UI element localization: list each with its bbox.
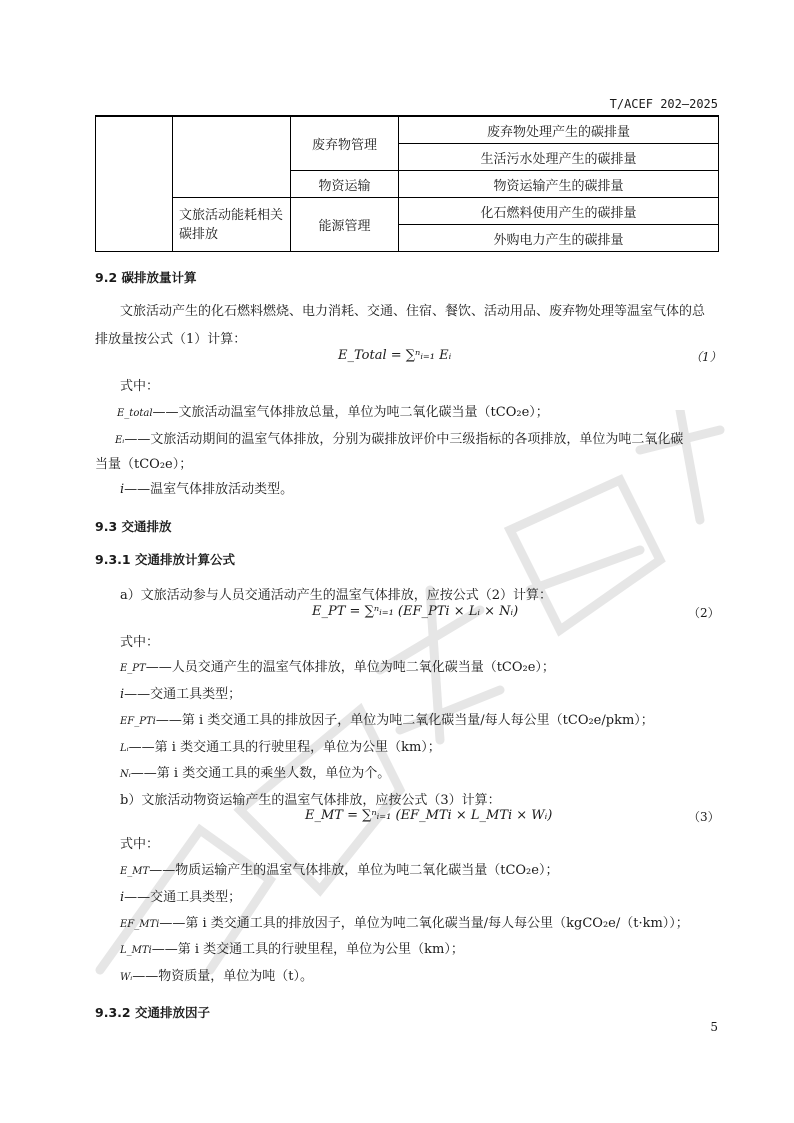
symbol: EF_PTi (120, 716, 156, 727)
paragraph-line: 排放量按公式（1）计算： (95, 332, 247, 347)
document-number: T/ACEF 202—2025 (609, 97, 718, 111)
symbol: E_total (117, 408, 153, 419)
definition (120, 478, 293, 497)
symbol: E_PT (120, 663, 146, 674)
definition-text: 当量（tCO₂e）； (95, 457, 193, 472)
definition (120, 938, 464, 957)
paragraph-line: b）文旅活动物资运输产生的温室气体排放，应按公式（3）计算： (120, 793, 501, 808)
paragraph-line: 文旅活动产生的化石燃料燃烧、电力消耗、交通、住宿、餐饮、活动用品、废弃物处理等温室气体的总 (120, 304, 706, 319)
definition (120, 965, 313, 984)
equation-number: （2） (688, 606, 720, 620)
definition-text: ——人员交通产生的温室气体排放，单位为吨二氧化碳当量（tCO₂e）； (145, 660, 555, 675)
table-cell: 生活污水处理产生的碳排量 (399, 144, 719, 171)
formula-3: E_MT = ∑ⁿᵢ₌₁ (EF_MTi × L_MTi × Wᵢ) (305, 808, 553, 823)
definition-text: ——交通工具类型； (124, 687, 242, 702)
symbol: Lᵢ (120, 743, 129, 754)
definition (120, 736, 441, 755)
table-row (96, 117, 719, 144)
equation-number: （3） (688, 810, 720, 824)
definition-text: ——第 i 类交通工具的排放因子，单位为吨二氧化碳当量/每人每公里（tCO₂e/pkm）； (155, 713, 654, 728)
paragraph-line: a）文旅活动参与人员交通活动产生的温室气体排放，应按公式（2）计算： (120, 588, 553, 603)
table-cell: 能源管理 (291, 198, 399, 252)
symbol: EF_MTi (120, 919, 160, 930)
definition (120, 886, 241, 905)
subsection-heading: 9.3.2 交通排放因子 (95, 1005, 210, 1020)
definition-text: ——物质运输产生的温室气体排放，单位为吨二氧化碳当量（tCO₂e）； (149, 863, 559, 878)
definition-text: ——第 i 类交通工具的行驶里程，单位为公里（km）； (151, 942, 464, 957)
formula-2: E_PT = ∑ⁿᵢ₌₁ (EF_PTi × Lᵢ × Nᵢ) (312, 604, 519, 619)
symbol: i (120, 890, 125, 905)
table-cell: 化石燃料使用产生的碳排量 (399, 198, 719, 225)
symbol: Eᵢ (115, 435, 125, 446)
definition-text: ——文旅活动期间的温室气体排放，分别为碳排放评价中三级指标的各项排放，单位为吨二氧化碳 (124, 432, 684, 447)
where-label: 式中： (120, 635, 160, 650)
definition-text: ——交通工具类型； (124, 890, 242, 905)
section-heading: 9.2 碳排放量计算 (95, 270, 197, 285)
definition (120, 709, 654, 728)
table-cell: 文旅活动能耗相关碳排放 (173, 198, 291, 252)
symbol: Nᵢ (120, 769, 131, 780)
definition-text: ——第 i 类交通工具的乘坐人数，单位为个。 (130, 766, 391, 781)
table-row (96, 198, 719, 225)
symbol: L_MTi (120, 945, 152, 956)
table-cell: 物资运输产生的碳排量 (399, 171, 719, 198)
symbol: i (120, 687, 125, 702)
emission-category-table (95, 116, 719, 252)
symbol: i (120, 482, 125, 497)
table-cell: 物资运输 (291, 171, 399, 198)
table-cell (96, 117, 173, 252)
definition-text: ——第 i 类交通工具的行驶里程，单位为公里（km）； (128, 740, 441, 755)
definition-text: ——物资质量，单位为吨（t）。 (132, 969, 314, 984)
table-cell: 外购电力产生的碳排量 (399, 225, 719, 252)
definition (115, 428, 683, 447)
definition-text: ——温室气体排放活动类型。 (124, 482, 294, 497)
where-label: 式中： (120, 379, 160, 394)
definition (120, 683, 241, 702)
table-cell (173, 117, 291, 198)
subsection-heading: 9.3.1 交通排放计算公式 (95, 552, 235, 567)
definition-text: ——第 i 类交通工具的排放因子，单位为吨二氧化碳当量/每人每公里（kgCO₂e/（t·km））； (159, 916, 689, 931)
page-number: 5 (710, 1020, 718, 1034)
definition (120, 656, 555, 675)
table-cell: 废弃物管理 (291, 117, 399, 171)
definition-text: ——文旅活动温室气体排放总量，单位为吨二氧化碳当量（tCO₂e）； (152, 405, 549, 420)
symbol: E_MT (120, 866, 150, 877)
definition (120, 859, 558, 878)
formula-1: E_Total = ∑ⁿᵢ₌₁ Eᵢ (338, 348, 452, 363)
symbol: Wᵢ (120, 972, 133, 983)
section-heading: 9.3 交通排放 (95, 519, 172, 534)
equation-number: （1） (690, 350, 722, 364)
definition (117, 401, 549, 420)
where-label: 式中： (120, 837, 160, 852)
definition (120, 912, 689, 931)
definition (120, 762, 390, 781)
table-cell: 废弃物处理产生的碳排量 (399, 117, 719, 144)
